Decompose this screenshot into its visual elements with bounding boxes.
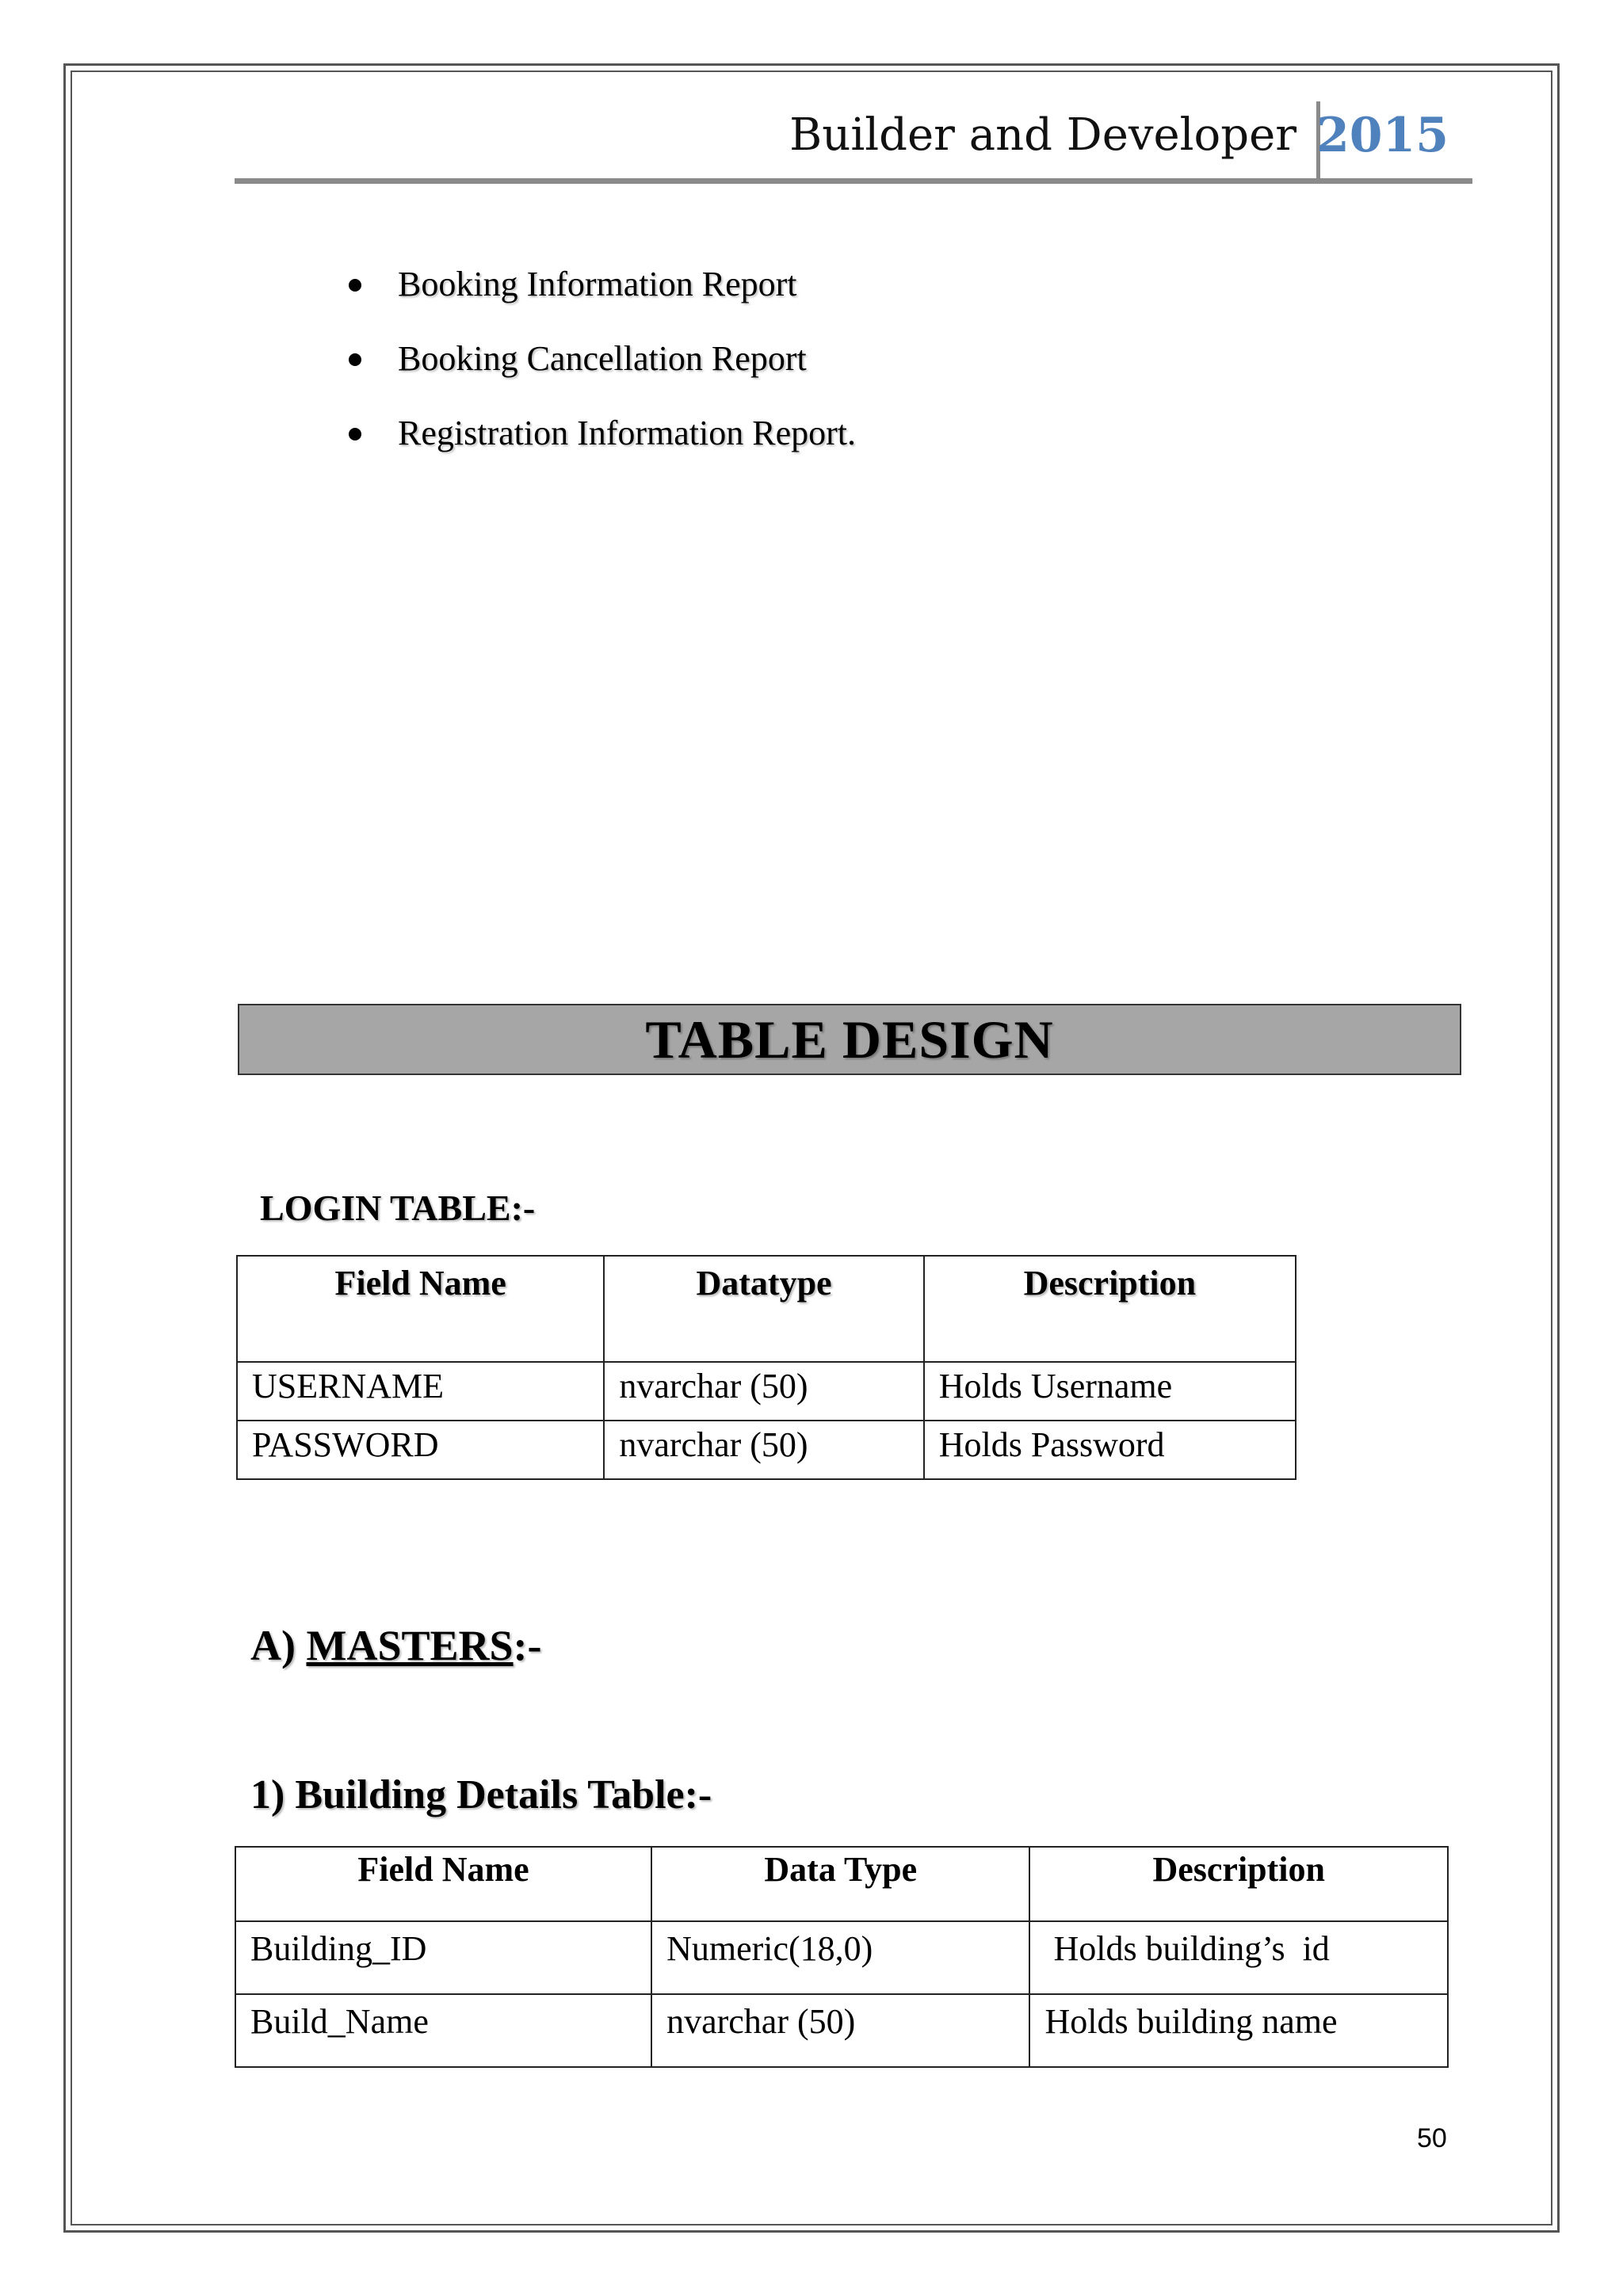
section-banner-title: TABLE DESIGN xyxy=(645,1009,1054,1070)
header-title: Builder and Developer xyxy=(789,109,1296,161)
list-item xyxy=(341,247,856,322)
login-table xyxy=(236,1255,1296,1480)
table-cell: USERNAME xyxy=(237,1362,604,1421)
table-cell: Numeric(18,0) xyxy=(651,1921,1029,1994)
bullet-icon xyxy=(349,279,361,292)
list-item-text: Booking Information Report xyxy=(398,265,797,303)
table-header-row xyxy=(237,1256,1296,1362)
masters-heading xyxy=(250,1621,542,1670)
table-row xyxy=(235,1994,1448,2067)
table-row xyxy=(237,1421,1296,1479)
list-item-text: Registration Information Report. xyxy=(398,414,856,452)
table-cell: Building_ID xyxy=(235,1921,651,1994)
list-item xyxy=(341,396,856,471)
masters-heading-suffix: :- xyxy=(513,1622,542,1669)
column-header: Description xyxy=(924,1256,1296,1362)
column-header: Description xyxy=(1029,1847,1448,1921)
bullet-icon xyxy=(349,428,361,441)
table-header-row xyxy=(235,1847,1448,1921)
table-row xyxy=(235,1921,1448,1994)
table-row xyxy=(237,1362,1296,1421)
header-year: 2015 xyxy=(1316,108,1449,163)
table-cell: nvarchar (50) xyxy=(604,1421,923,1479)
table-cell: nvarchar (50) xyxy=(604,1362,923,1421)
column-header: Field Name xyxy=(237,1256,604,1362)
column-header: Datatype xyxy=(604,1256,923,1362)
report-list xyxy=(341,247,856,471)
table-cell: Holds Username xyxy=(924,1362,1296,1421)
list-item xyxy=(341,322,856,396)
building-table-heading: 1) Building Details Table:- xyxy=(250,1772,712,1817)
masters-heading-prefix: A) xyxy=(250,1622,307,1669)
table-cell: Build_Name xyxy=(235,1994,651,2067)
column-header: Field Name xyxy=(235,1847,651,1921)
list-item-text: Booking Cancellation Report xyxy=(398,339,807,378)
table-cell: Holds Password xyxy=(924,1421,1296,1479)
table-cell: PASSWORD xyxy=(237,1421,604,1479)
column-header: Data Type xyxy=(651,1847,1029,1921)
table-cell: nvarchar (50) xyxy=(651,1994,1029,2067)
header-rule xyxy=(235,178,1472,184)
building-details-table xyxy=(235,1846,1449,2068)
table-cell: Holds building’s id xyxy=(1029,1921,1448,1994)
page-number: 50 xyxy=(1417,2123,1447,2153)
table-cell: Holds building name xyxy=(1029,1994,1448,2067)
page-header xyxy=(235,101,1472,184)
login-table-heading: LOGIN TABLE:- xyxy=(260,1188,536,1228)
masters-heading-label: MASTERS xyxy=(306,1622,514,1669)
bullet-icon xyxy=(349,353,361,366)
section-banner xyxy=(238,1004,1461,1075)
